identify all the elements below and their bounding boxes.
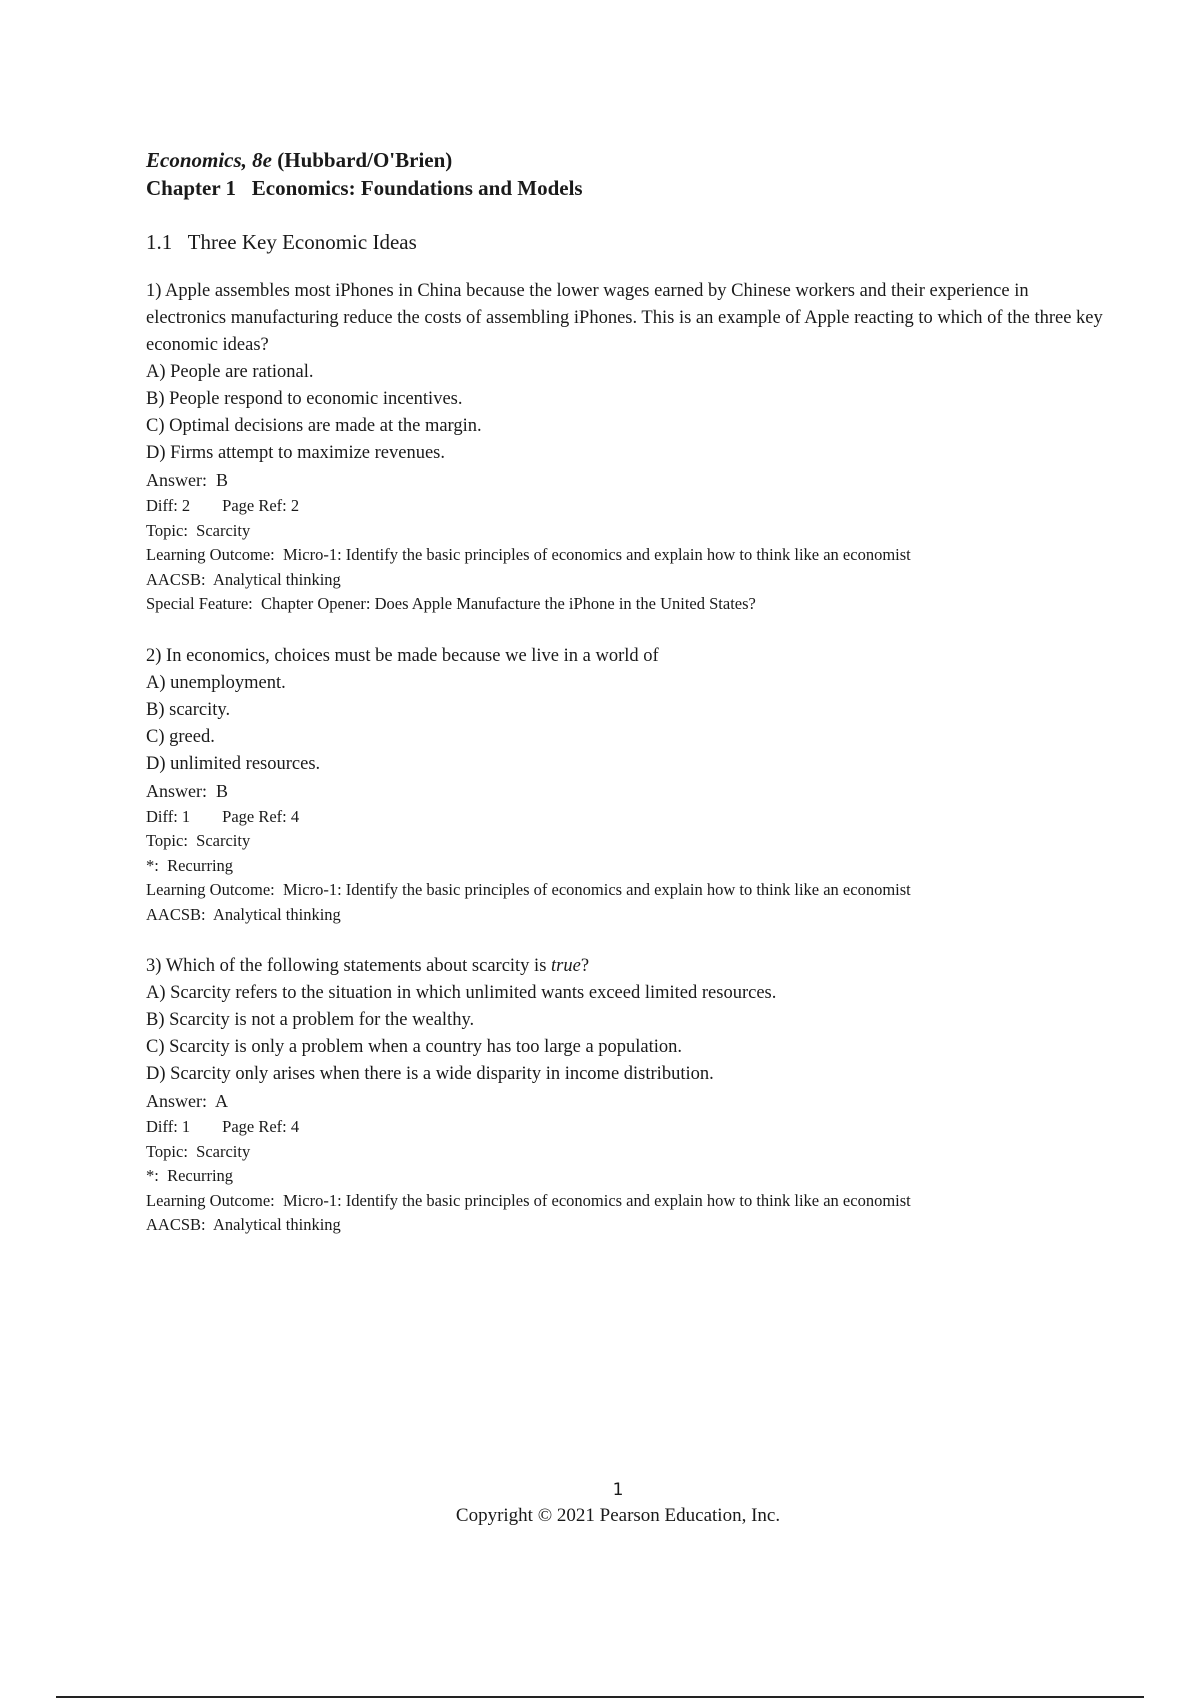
page-ref: Page Ref: 4	[222, 1117, 300, 1136]
topic: Topic: Scarcity	[146, 520, 251, 540]
diff-page-ref	[146, 805, 1106, 830]
choice-a: A) People are rational.	[146, 362, 314, 382]
page-ref: Page Ref: 2	[222, 496, 300, 515]
section-title: 1.1 Three Key Economic Ideas	[146, 230, 417, 254]
difficulty: Diff: 1	[146, 806, 191, 826]
choice-b: B) Scarcity is not a problem for the wealthy.	[146, 1010, 475, 1030]
difficulty: Diff: 2	[146, 496, 191, 515]
book-title-italic: Economics, 8e	[146, 148, 272, 172]
choice-d: D) unlimited resources.	[146, 753, 321, 774]
aacsb: AACSB: Analytical thinking	[146, 904, 341, 924]
choice-c: C) Optimal decisions are made at the margin.	[146, 416, 482, 436]
page-number: 1	[612, 1480, 624, 1500]
recurring: *: Recurring	[146, 855, 234, 875]
question-2	[146, 643, 1106, 928]
question-3	[146, 953, 1106, 1238]
book-title	[146, 146, 1106, 174]
question-text: 2) In economics, choices must be made because we live in a world of	[146, 645, 659, 666]
choice-b: B) People respond to economic incentives.	[146, 389, 463, 409]
bottom-divider	[56, 1696, 1144, 1698]
chapter-title: Chapter 1 Economics: Foundations and Models	[146, 176, 583, 200]
answer: Answer: A	[146, 1091, 228, 1111]
diff-page-ref	[146, 1115, 1106, 1140]
learning-outcome: Learning Outcome: Micro-1: Identify the basic principles of economics and explain how to think like an economist	[146, 545, 911, 564]
choice-c: C) Scarcity is only a problem when a country has too large a population.	[146, 1037, 683, 1057]
topic: Topic: Scarcity	[146, 1141, 251, 1161]
document-page	[146, 146, 1106, 1238]
question-text-emphasis: true	[551, 956, 581, 976]
copyright-notice: Copyright © 2021 Pearson Education, Inc.	[455, 1505, 781, 1526]
learning-outcome: Learning Outcome: Micro-1: Identify the basic principles of economics and explain how to think like an economist	[146, 880, 911, 899]
diff-page-ref	[146, 494, 1106, 519]
aacsb: AACSB: Analytical thinking	[146, 569, 341, 589]
answer: Answer: B	[146, 470, 228, 490]
book-authors: (Hubbard/O'Brien)	[272, 148, 453, 172]
recurring: *: Recurring	[146, 1166, 234, 1185]
choice-a: A) Scarcity refers to the situation in which unlimited wants exceed limited resources.	[146, 983, 777, 1003]
answer: Answer: B	[146, 780, 228, 801]
topic: Topic: Scarcity	[146, 831, 251, 850]
choice-d: D) Firms attempt to maximize revenues.	[146, 443, 446, 463]
question-text-end: ?	[580, 956, 590, 976]
choice-a: A) unemployment.	[146, 672, 286, 693]
choice-b: B) scarcity.	[146, 699, 231, 720]
difficulty: Diff: 1	[146, 1117, 191, 1136]
choice-c: C) greed.	[146, 726, 215, 747]
question-text	[146, 953, 1106, 980]
question-text-start: 3) Which of the following statements about scarcity is	[146, 956, 552, 976]
choice-d: D) Scarcity only arises when there is a wide disparity in income distribution.	[146, 1064, 714, 1084]
question-1	[146, 278, 1106, 617]
aacsb: AACSB: Analytical thinking	[146, 1215, 341, 1234]
question-text: 1) Apple assembles most iPhones in China because the lower wages earned by Chinese workers and their experience in electronics manufacturing reduce the costs of assembling iPhones. This is an example of Apple reacting to which of the three key economic ideas?	[146, 281, 1103, 355]
special-feature: Special Feature: Chapter Opener: Does Apple Manufacture the iPhone in the United States?	[146, 594, 756, 613]
learning-outcome: Learning Outcome: Micro-1: Identify the basic principles of economics and explain how to think like an economist	[146, 1190, 911, 1210]
page-ref: Page Ref: 4	[222, 806, 300, 826]
